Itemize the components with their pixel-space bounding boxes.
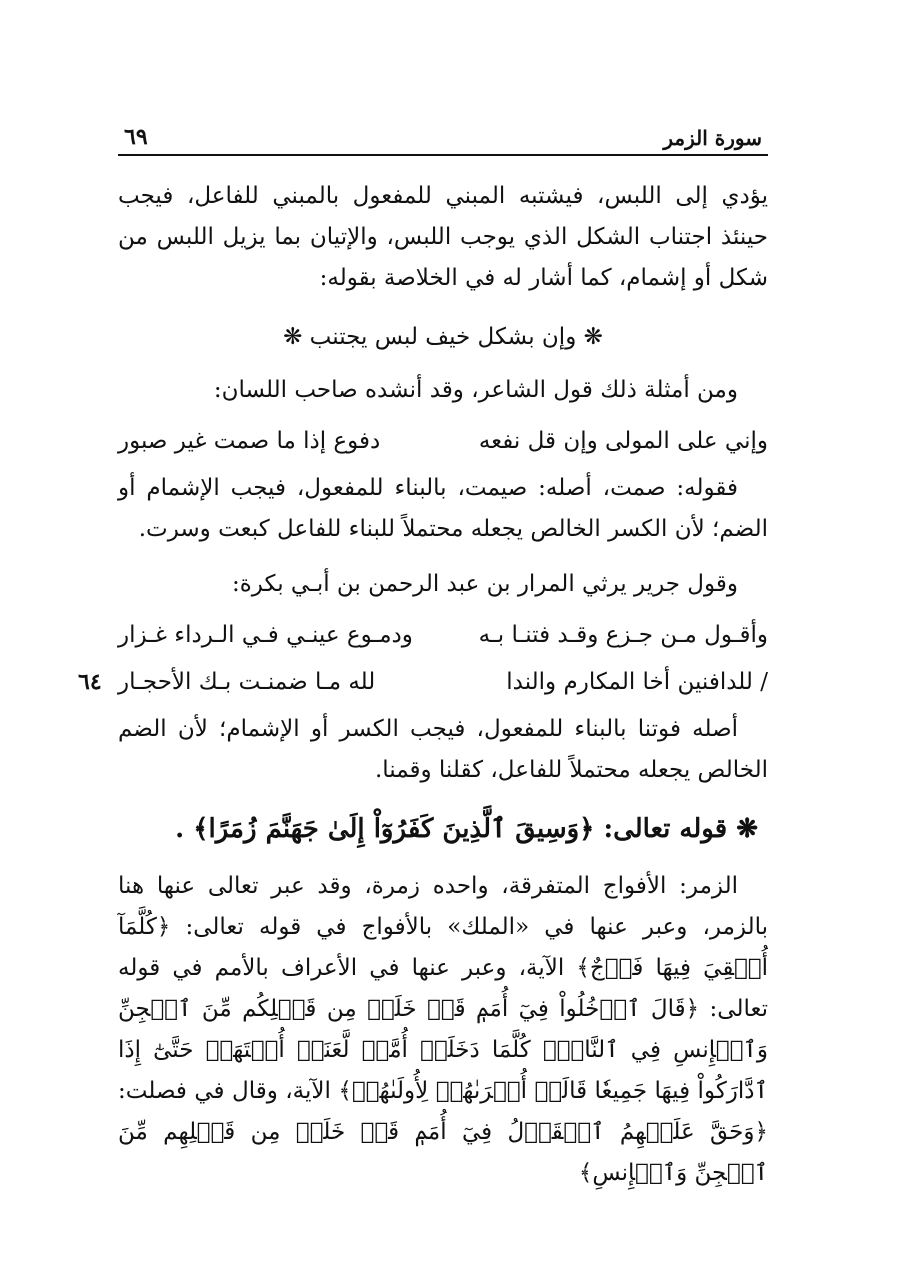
jarir-verse-2 bbox=[78, 662, 768, 703]
page-body bbox=[78, 176, 768, 1194]
jarir-intro: وقول جرير يرثي المرار بن عبد الرحمن بن أبـي بكرة: bbox=[232, 571, 738, 597]
jarir-verse-1-second: ودمـوع عينـي فـي الـرداء غـزار bbox=[118, 622, 413, 648]
khulasa-hemistich: ❋ وإن بشكل خيف لبس يجتنب ❋ bbox=[283, 324, 603, 350]
heading-label: قوله تعالى: bbox=[603, 814, 728, 844]
verse-1-first-hemistich: وإني على المولى وإن قل نفعه bbox=[478, 428, 768, 454]
poet-example-intro: ومن أمثلة ذلك قول الشاعر، وقد أنشده صاحب اللسان: bbox=[213, 377, 738, 403]
heading-star-icon: ❋ bbox=[736, 814, 758, 844]
heading-quran-verse: ﴿وَسِيقَ ٱلَّذِينَ كَفَرُوٓاْ إِلَىٰ جَهَنَّمَ زُمَرًا﴾ bbox=[193, 814, 595, 844]
heading-end-dot: . bbox=[175, 814, 185, 844]
paragraph-zumar-meaning: الزمر: الأفواج المتفرقة، واحده زمرة، وقد عبر تعالى عنها هنا بالزمر، وعبر عنها في «الملك» بالأفواج في قوله تعالى: ﴿كُلَّمَآ أُلۡقِيَ فِيهَا فَوۡجٌ﴾ الآية، وعبر عنها في الأعراف بالأمم في قوله تعالى: ﴿قَالَ ٱدۡخُلُواْ فِيٓ أُمَمٖ قَدۡ خَلَتۡ مِن قَبۡلِكُم مِّنَ ٱلۡجِنِّ وَٱلۡإِنسِ فِي ٱلنَّارِۖ كُلَّمَا دَخَلَتۡ أُمَّةٞ لَّعَنَتۡ أُخۡتَهَاۖ حَتَّىٰٓ إِذَا ٱدَّارَكُواْ فِيهَا جَمِيعٗا قَالَتۡ أُخۡرَىٰهُمۡ لِأُولَىٰهُمۡ﴾ الآية، وقال في فصلت: ﴿وَحَقَّ عَلَيۡهِمُ ٱلۡقَوۡلُ فِيٓ أُمَمٖ قَدۡ خَلَتۡ مِن قَبۡلِهِم مِّنَ ٱلۡجِنِّ وَٱلۡإِنسِ﴾ bbox=[118, 873, 768, 1186]
paragraph-futna-explanation: أصله فوتنا بالبناء للمفعول، فيجب الكسر أو الإشمام؛ لأن الضم الخالص يجعله محتملاً للفاعل، كقلنا وقمنا. bbox=[118, 716, 768, 783]
running-header bbox=[118, 112, 768, 156]
paragraph-lexical-note: يؤدي إلى اللبس، فيشتبه المبني للمفعول بالمبني للفاعل، فيجب حينئذ اجتناب الشكل الذي يوجب اللبس، والإتيان بما يزيل اللبس من شكل أو إشمام، كما أشار له في الخلاصة بقوله: bbox=[118, 183, 768, 291]
paragraph-samt-explanation: فقوله: صمت، أصله: صيمت، بالبناء للمفعول، فيجب الإشمام أو الضم؛ لأن الكسر الخالص يجعله محتملاً للبناء للفاعل كبعت وسرت. bbox=[118, 475, 768, 542]
jarir-verse-2-second: لله مـا ضمنـت بـك الأحجـار bbox=[118, 669, 376, 695]
jarir-verse-1-first: وأقـول مـن جـزع وقـد فتنـا بـه bbox=[478, 622, 768, 648]
surah-title: سورة الزمر bbox=[663, 126, 762, 150]
verse-heading bbox=[118, 809, 768, 850]
jarir-verse-1 bbox=[118, 615, 768, 656]
page-number: ٦٩ bbox=[124, 124, 148, 150]
margin-reference-number: ٦٤ bbox=[78, 669, 102, 695]
jarir-verse-2-first: / للدافنين أخا المكارم والندا bbox=[506, 669, 768, 695]
verse-1-second-hemistich: دفوع إذا ما صمت غير صبور bbox=[118, 428, 381, 454]
poem-verse-1 bbox=[118, 421, 768, 462]
book-page bbox=[78, 112, 768, 1194]
